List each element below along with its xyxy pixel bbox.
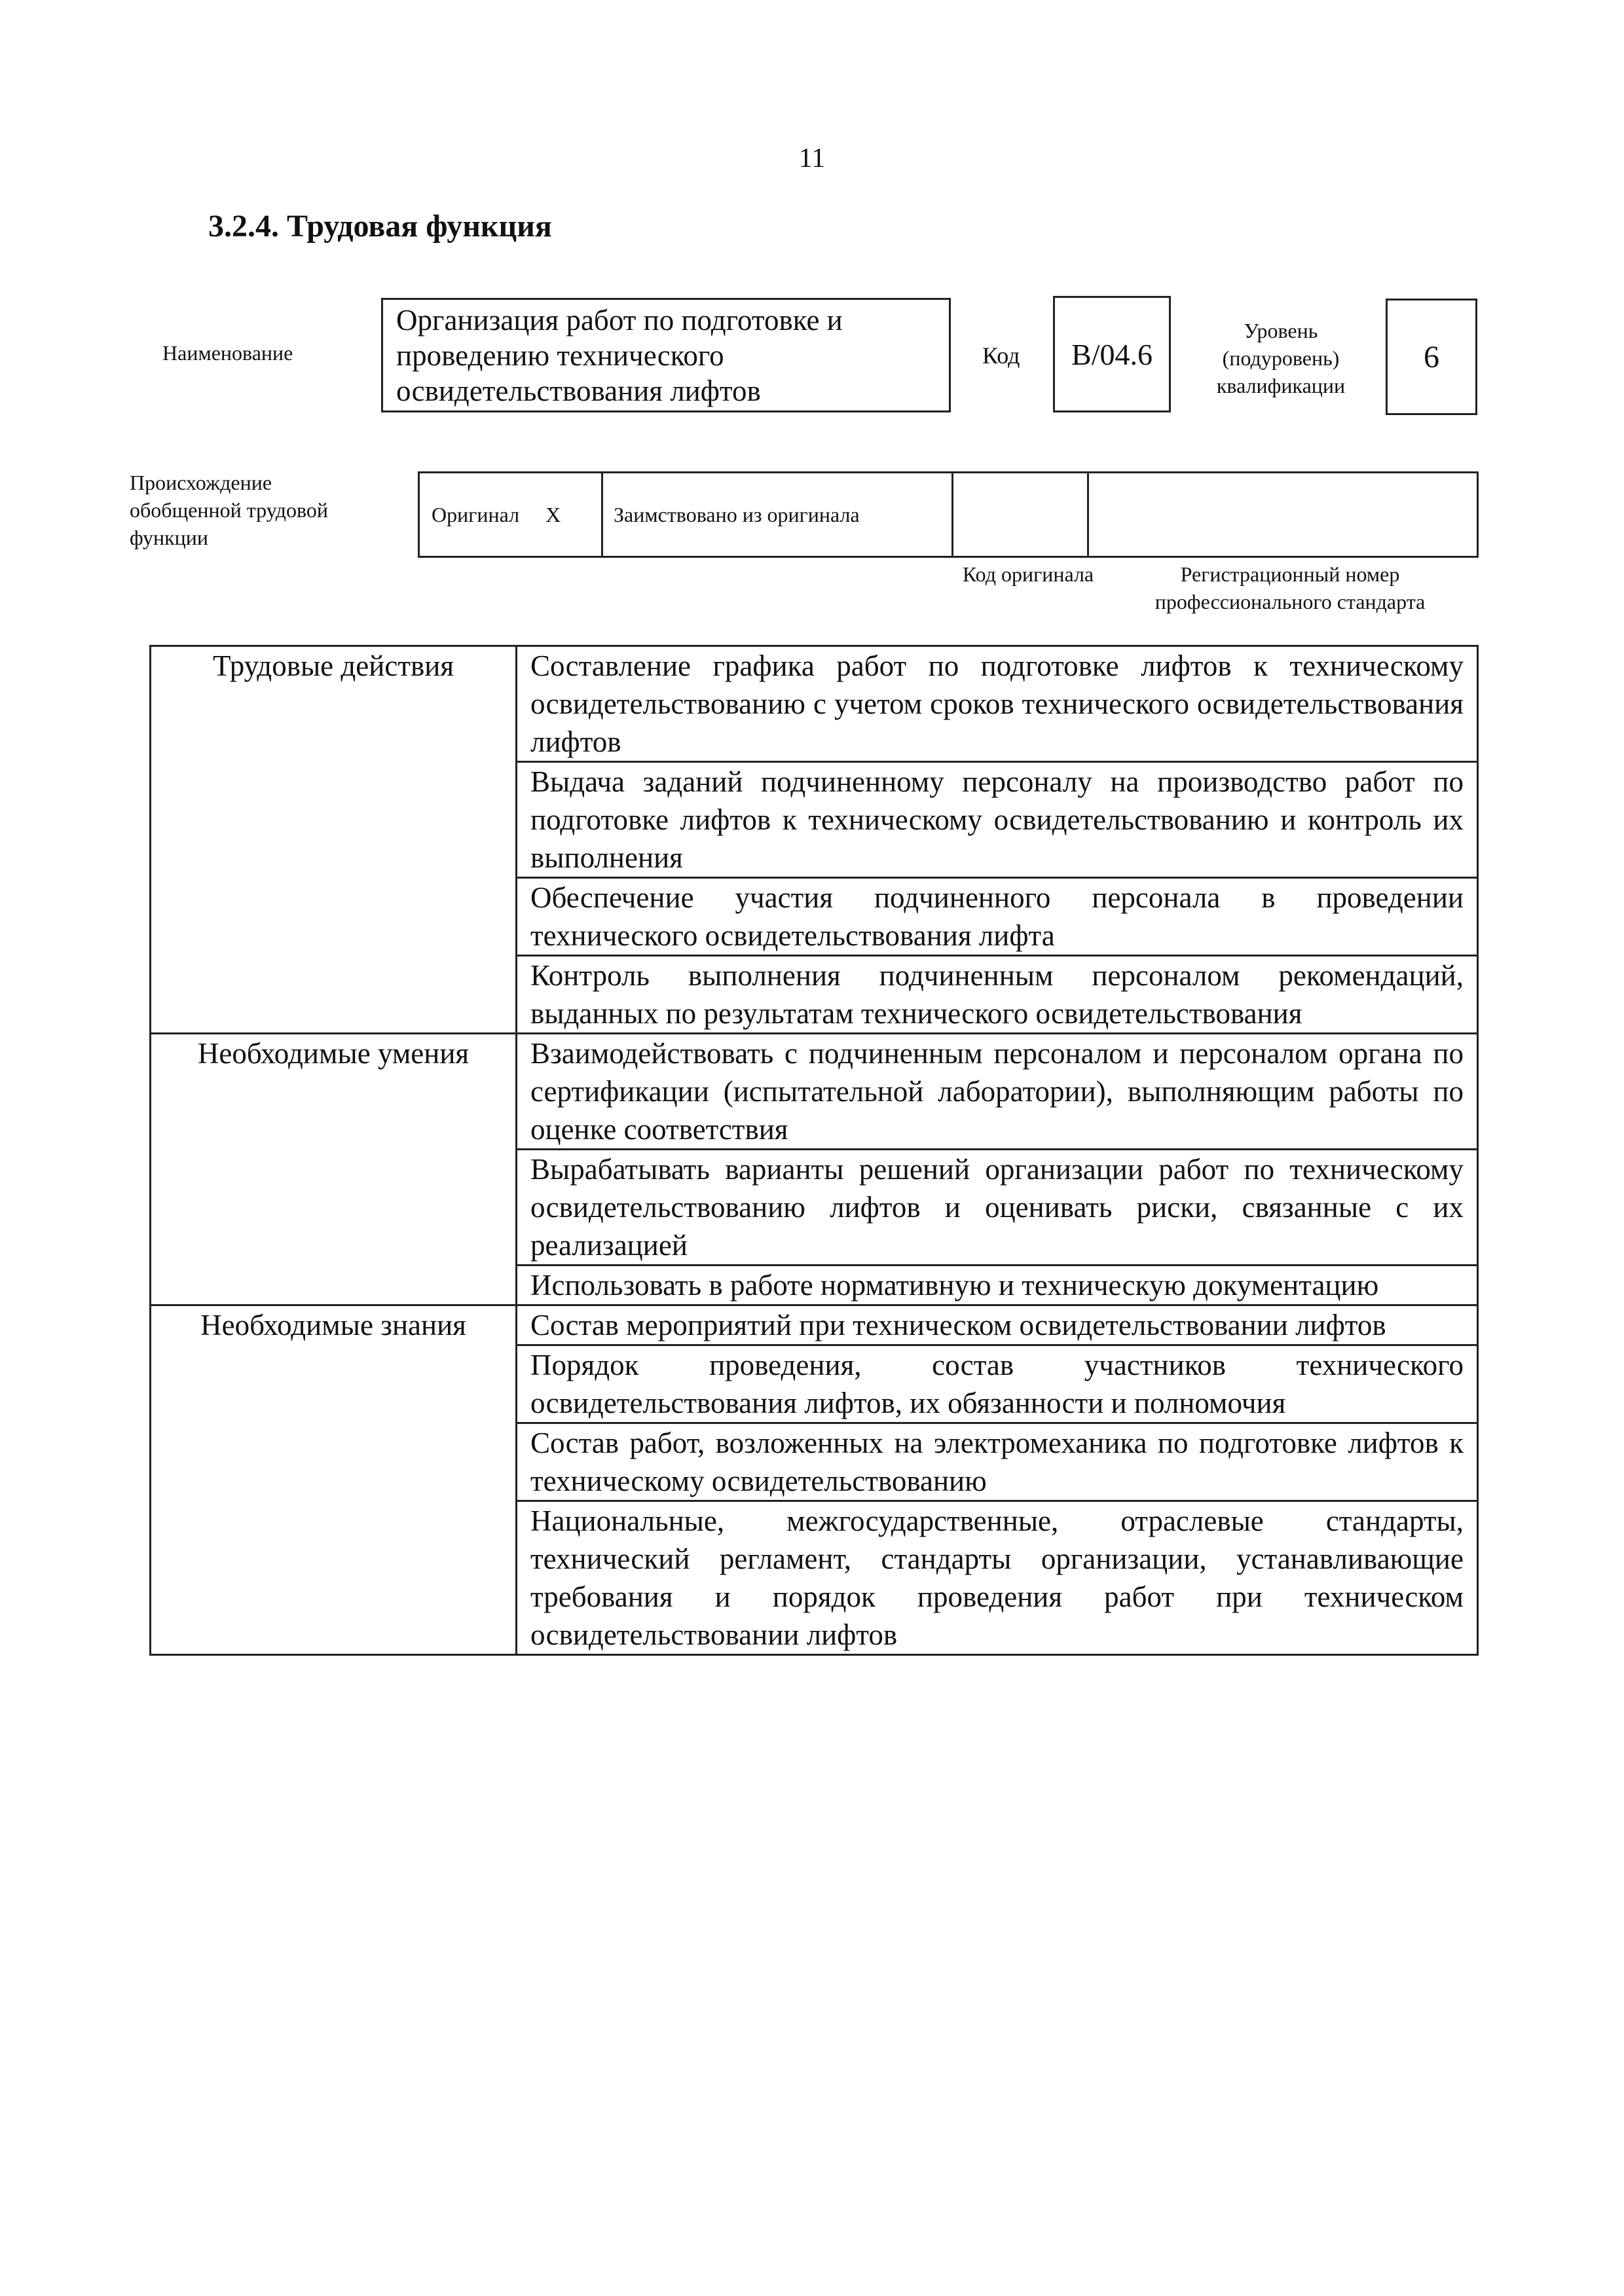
knowledge-item: Национальные, межгосударственные, отраслевые стандарты, технический регламент, стандарты организации, устанавливающие требования и порядок проведения работ при техническом освидетельствовании лифтов bbox=[517, 1501, 1478, 1655]
code-original-label: Код оригинала bbox=[962, 562, 1094, 586]
knowledge-item: Состав мероприятий при техническом освидетельствовании лифтов bbox=[517, 1305, 1478, 1345]
table-row bbox=[151, 1034, 1478, 1150]
origin-registration-cell bbox=[1089, 473, 1477, 556]
knowledge-item: Состав работ, возложенных на электромеханика по подготовке лифтов к техническому освидетельствованию bbox=[517, 1423, 1478, 1501]
qualification-level-box bbox=[1386, 299, 1477, 415]
qualification-level-label: Уровень (подуровень) квалификации bbox=[1216, 319, 1346, 397]
function-code-value: B/04.6 bbox=[1071, 337, 1153, 371]
labor-action-item: Контроль выполнения подчиненным персоналом рекомендаций, выданных по результатам технического освидетельствования bbox=[517, 956, 1478, 1034]
name-label: Наименование bbox=[162, 341, 293, 365]
code-label: Код bbox=[982, 342, 1020, 369]
origin-original-cell bbox=[420, 473, 603, 556]
origin-table bbox=[418, 471, 1479, 558]
page-number: 11 bbox=[798, 143, 826, 173]
labor-actions-header: Трудовые действия bbox=[151, 646, 517, 1034]
origin-original-mark: X bbox=[545, 502, 561, 526]
labor-action-item: Обеспечение участия подчиненного персонала в проведении технического освидетельствования лифта bbox=[517, 878, 1478, 956]
required-knowledge-header: Необходимые знания bbox=[151, 1305, 517, 1655]
registration-number-label: Регистрационный номер профессионального стандарта bbox=[1154, 562, 1426, 613]
function-code-box bbox=[1053, 296, 1171, 412]
knowledge-item: Порядок проведения, состав участников технического освидетельствования лифтов, их обязанности и полномочия bbox=[517, 1345, 1478, 1423]
table-row bbox=[151, 1305, 1478, 1345]
labor-action-item: Выдача заданий подчиненному персоналу на производство работ по подготовке лифтов к техническому освидетельствованию и контроль их выполнения bbox=[517, 762, 1478, 878]
labor-action-item: Составление графика работ по подготовке лифтов к техническому освидетельствованию с учетом сроков технического освидетельствования лифтов bbox=[517, 646, 1478, 762]
origin-original-label: Оригинал bbox=[432, 502, 520, 526]
origin-code-cell bbox=[953, 473, 1089, 556]
function-name-box: Организация работ по подготовке и проведению технического освидетельствования лифтов bbox=[381, 298, 951, 412]
skill-item: Вырабатывать варианты решений организации работ по техническому освидетельствованию лифтов и оценивать риски, связанные с их реализацией bbox=[517, 1150, 1478, 1266]
labor-function-table bbox=[149, 645, 1479, 1656]
origin-label: Происхождение обобщенной трудовой функции bbox=[130, 471, 329, 549]
skill-item: Взаимодействовать с подчиненным персоналом и персоналом органа по сертификации (испытательной лаборатории), выполняющим работы по оценке соответствия bbox=[517, 1034, 1478, 1150]
origin-borrowed-label: Заимствовано из оригинала bbox=[614, 502, 860, 526]
origin-borrowed-cell bbox=[603, 473, 953, 556]
skill-item: Использовать в работе нормативную и техническую документацию bbox=[517, 1266, 1478, 1305]
section-title: 3.2.4. Трудовая функция bbox=[208, 209, 552, 244]
qualification-level-value: 6 bbox=[1424, 339, 1439, 374]
table-row bbox=[151, 646, 1478, 762]
required-skills-header: Необходимые умения bbox=[151, 1034, 517, 1305]
